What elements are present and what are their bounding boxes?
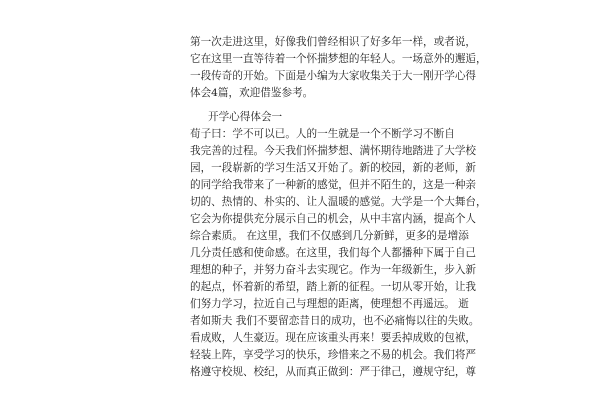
- article-section: [190, 109, 487, 381]
- body-line: 综合素质。 在这里，我们不仅感到几分新鲜，更多的是增添: [190, 230, 469, 242]
- body-line: 荀子曰：学不可以已。人的一生就是一个不断学习不断自: [190, 128, 455, 140]
- body-line: 园，一段崭新的学习生活又开始了。新的校园，新的老师，新: [190, 162, 477, 174]
- body-line: 的起点，怀着新的希望，踏上新的征程。一切从零开始，让我: [190, 281, 477, 293]
- section-title: 开学心得体会一: [208, 111, 283, 123]
- body-line: 它会为你提供充分展示自己的机会，从中丰富内涵，提高个人: [190, 213, 477, 225]
- body-line: 我完善的过程。今天我们怀揣梦想、满怀期待地踏进了大学校: [190, 145, 477, 157]
- intro-line: 一段传奇的开始。下面是小编为大家收集关于大一刚开学心得: [190, 70, 477, 82]
- intro-line: 第一次走进这里，好像我们曾经相识了好多年一样，或者说，: [190, 36, 477, 48]
- body-line: 切的、热情的、朴实的、让人温暖的感觉。大学是一个大舞台，: [190, 196, 487, 208]
- body-line: 轻装上阵，享受学习的快乐，珍惜来之不易的机会。我们将严: [190, 349, 477, 361]
- body-line: 的同学给我带来了一种新的感觉，但并不陌生的，这是一种亲: [190, 179, 477, 191]
- body-line: 看成败，人生豪迈。现在应该重头再来！要丢掉成败的包袱，: [190, 332, 477, 344]
- intro-line: 它在这里一直等待着一个怀揣梦想的年轻人。一场意外的邂逅，: [190, 53, 487, 65]
- body-line: 几分责任感和使命感。在这里，我们每个人都播种下属于自己: [190, 247, 477, 259]
- body-line: 理想的种子，并努力奋斗去实现它。作为一年级新生，步入新: [190, 264, 477, 276]
- intro-line: 体会4篇，欢迎借鉴参考。: [190, 87, 314, 99]
- intro-paragraph: [190, 34, 487, 102]
- body-line: 们努力学习，拉近自己与理想的距离，使理想不再遥远。 逝: [190, 298, 469, 310]
- body-line: 者如斯夫 我们不要留恋昔日的成功，也不必痛悔以往的失败。: [190, 315, 480, 327]
- body-line: 格遵守校规、校纪，从而真正做到：严于律己，遵规守纪，尊: [190, 366, 477, 378]
